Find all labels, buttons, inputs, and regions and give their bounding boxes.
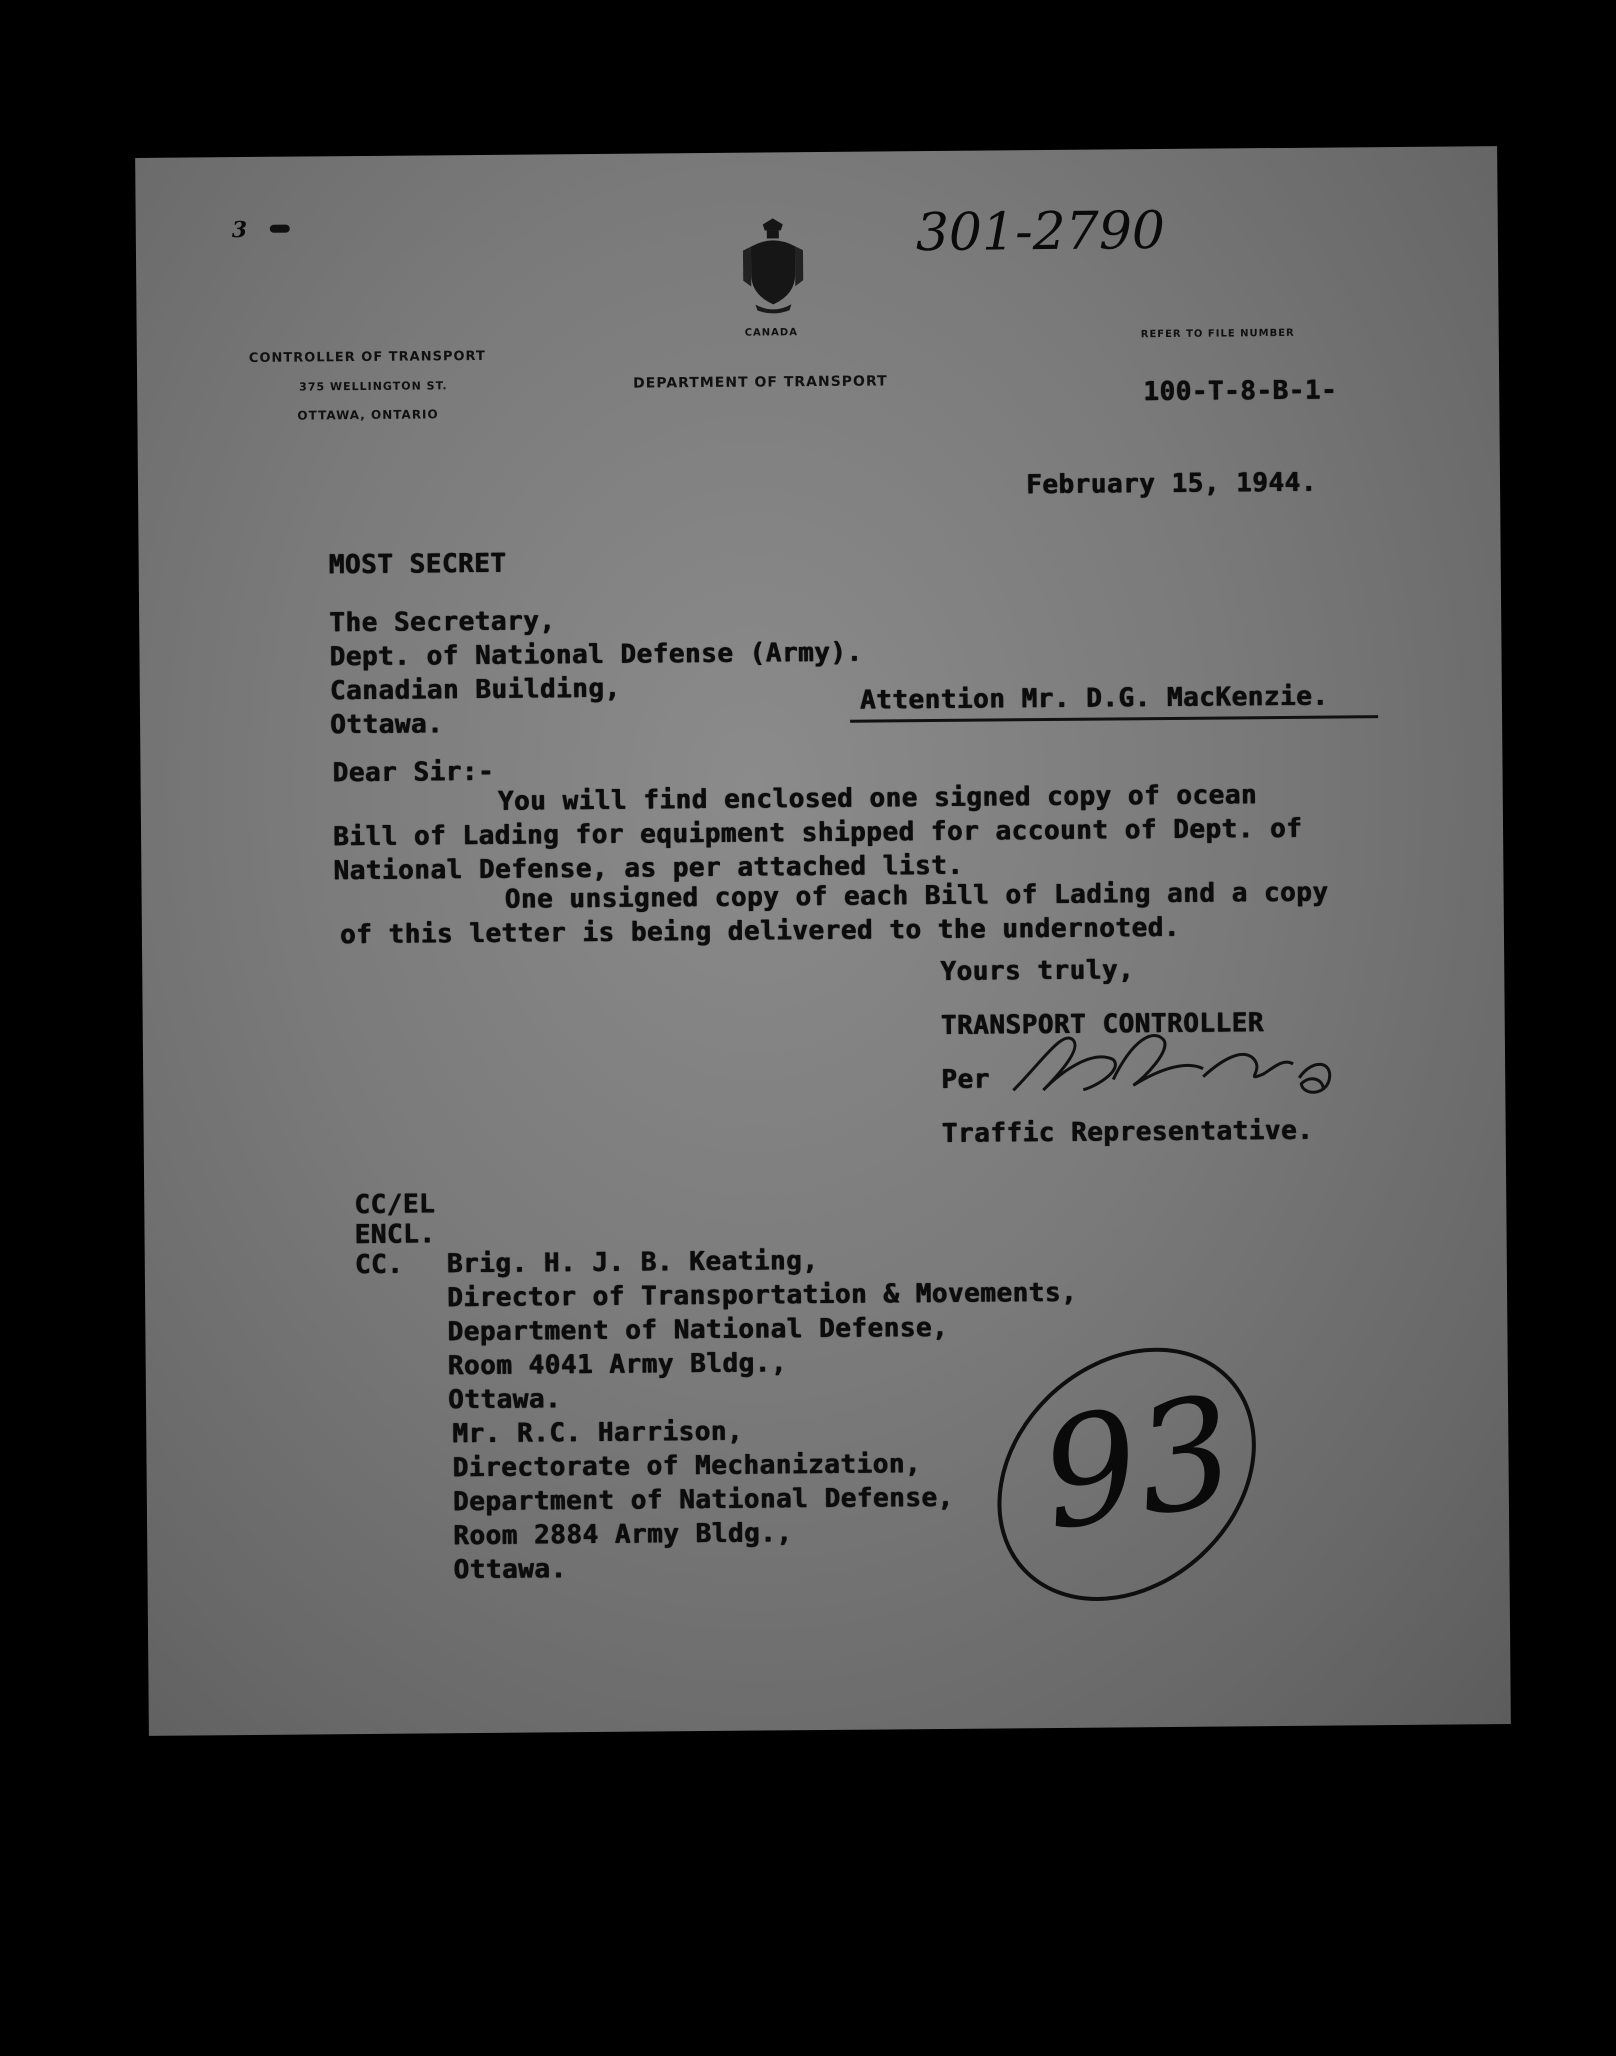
- cc-line: Mr. R.C. Harrison,: [452, 1416, 744, 1450]
- cc-line: Directorate of Mechanization,: [452, 1449, 922, 1484]
- circled-number-text: 93: [1030, 1364, 1246, 1565]
- paragraph-2: [339, 876, 1328, 953]
- paragraph-line: You will find enclosed one signed copy of ocean: [497, 780, 1258, 817]
- addressee-line: Ottawa.: [329, 709, 444, 741]
- paragraph-line: Bill of Lading for equipment shipped for account of Dept. of: [332, 813, 1303, 853]
- cc-line: Brig. H. J. B. Keating,: [446, 1246, 819, 1280]
- closing: Yours truly,: [940, 955, 1135, 987]
- paragraph-1: [333, 778, 1303, 888]
- letterhead-city: OTTAWA, ONTARIO: [297, 407, 439, 423]
- enclosure-note: ENCL.: [354, 1219, 436, 1251]
- cc-recipient-2: [452, 1413, 954, 1587]
- letter-sheet: [135, 146, 1511, 1736]
- cc-line: Room 2884 Army Bldg.,: [453, 1518, 793, 1552]
- cc-label: CC.: [354, 1249, 404, 1281]
- cc-line: Department of National Defense,: [452, 1482, 954, 1518]
- corner-ink-smudge: [270, 225, 290, 233]
- addressee-line: Canadian Building,: [329, 673, 621, 707]
- addressee-block: [329, 602, 863, 743]
- cc-line: Room 4041 Army Bldg.,: [447, 1348, 788, 1382]
- cc-line: Department of National Defense,: [447, 1312, 949, 1348]
- corner-handwritten-mark: 3: [231, 216, 248, 244]
- handwritten-file-number: 301-2790: [915, 200, 1166, 264]
- coat-of-arms-icon: [741, 216, 806, 317]
- paragraph-line: One unsigned copy of each Bill of Lading and a copy: [504, 877, 1329, 915]
- signature-scribble: [1003, 1017, 1344, 1110]
- signature-role: Traffic Representative.: [941, 1115, 1314, 1149]
- cc-line: Ottawa.: [453, 1554, 567, 1586]
- addressee-line: The Secretary,: [329, 606, 556, 639]
- letterhead-address: 375 WELLINGTON ST.: [299, 379, 448, 394]
- file-number: 100-T-8-B-1-: [1143, 375, 1338, 408]
- paragraph-line: National Defense, as per attached list.: [333, 850, 964, 887]
- refer-to-file-label: REFER TO FILE NUMBER: [1140, 327, 1295, 341]
- circled-page-number: [945, 1318, 1308, 1631]
- classification: MOST SECRET: [328, 548, 507, 581]
- country-label: CANADA: [744, 327, 798, 339]
- paragraph-line: of this letter is being delivered to the undernoted.: [339, 912, 1181, 951]
- department-name: DEPARTMENT OF TRANSPORT: [633, 373, 888, 392]
- salutation: Dear Sir:-: [332, 756, 495, 789]
- letterhead-office: CONTROLLER OF TRANSPORT: [248, 348, 486, 366]
- cc-line: Ottawa.: [447, 1384, 562, 1416]
- signatory-title: TRANSPORT CONTROLLER: [940, 1008, 1264, 1041]
- attention-line: Attention Mr. D.G. MacKenzie.: [850, 679, 1378, 723]
- cc-line: Director of Transportation & Movements,: [446, 1277, 1078, 1314]
- addressee-line: Dept. of National Defense (Army).: [329, 637, 863, 673]
- letter-date: February 15, 1944.: [1025, 467, 1317, 501]
- reference-initials: CC/EL: [354, 1189, 436, 1221]
- per-label: Per: [941, 1064, 990, 1095]
